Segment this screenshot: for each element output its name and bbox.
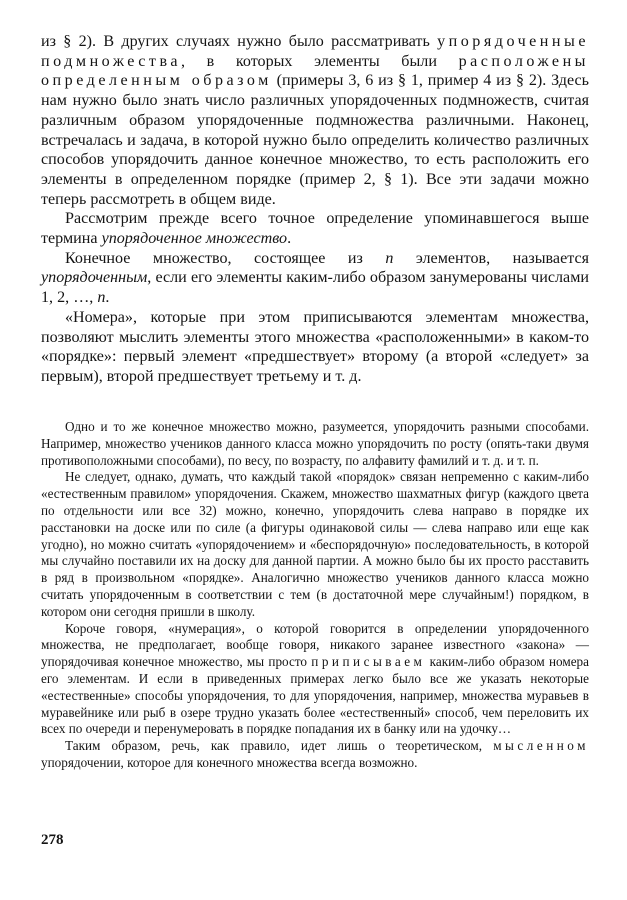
main-text (41, 32, 589, 387)
spaced-term: приписываем (311, 654, 426, 670)
text-run: Рассмотрим прежде всего точное определение упоминавшегося выше термина (41, 210, 589, 248)
italic-term: n (385, 249, 394, 267)
paragraph-1 (41, 32, 589, 209)
small-paragraph-2: Не следует, однако, думать, что каждый такой «порядок» связан непременно с каким-либо «естественным правилом» упорядочения. Скажем, множество шахматных фигур (каждого цвета по отдельности или все 32) можно, конечно, упорядочить слева направо в порядке их расстановки на доске или по силе (а фигуры одинаковой силы — слева направо или еще как угодно), но можно считать «упорядочением» и «беспорядочную» последовательность, в которой мы случайно поставили их на доску для данной партии. А можно было бы их просто расставить в ряд в произвольном «порядке». Аналогично множество учеников данного класса можно считать упорядоченным в соответствии с тем (в достаточной мере случайным!) порядком, в котором они сегодня пришли в школу. (41, 469, 589, 619)
text-run: Таким образом, речь, как правило, идет лишь о теоретическом, (65, 738, 494, 754)
italic-term: упорядоченное множество (101, 230, 288, 248)
text-run: Конечное множество, состоящее из (65, 249, 386, 267)
text-run: Короче говоря, «нумерация», о которой говорится в определении упорядоченного множества, не предполагает, вообще говоря, никакого заранее известного «закона» — упорядочивая конечное множество, мы просто (41, 620, 589, 670)
page-number: 278 (41, 832, 64, 848)
text-run: , в которых элементы были (181, 52, 459, 70)
text-run: элементов, называется (393, 249, 589, 267)
spaced-term: упорядоченные подмножества (41, 33, 589, 70)
paragraph-2 (41, 209, 589, 248)
italic-term: упорядоченным (41, 269, 148, 287)
text-run: упорядочении, которое для конечного множества всегда возможно. (41, 754, 418, 770)
small-print-section (41, 419, 589, 772)
text-run: , если его элементы каким-либо образом занумерованы числами 1, 2, …, (41, 269, 589, 307)
small-paragraph-4 (41, 738, 589, 772)
paragraph-4: «Номера», которые при этом приписываются элементам множества, позволяют мыслить элементы этого множества «расположенными» в каком-то «порядке»: первый элемент «предшествует» второму (а второй «следует» за первым), второй предшествует третьему и т. д. (41, 308, 589, 385)
text-run: каким-либо образом номера его элементам. И если в приведенных примерах легко было все же указать некоторые «естественные» способы упорядочения, то для упорядочения, например, множества муравьев в муравейнике или рыб в озере трудно указать более «естественный» способ, чем переловить их всех по очереди и перенумеровать в порядке попадания их в банку или на удочку… (41, 654, 590, 737)
text-run: (примеры 3, 6 из § 1, пример 4 из § 2). Здесь нам нужно было знать число различных упорядоченных подмножеств, считая различным образом упорядоченные подмножества различными. Наконец, встречалась и задача, в которой нужно было определить количество различных способов упорядочить данное конечное множество, то есть расположить его элементы в определенном порядке (пример 2, § 1). Все эти задачи можно теперь рассмотреть в общем виде. (41, 72, 589, 208)
text-run: из § 2). В других случаях нужно было рассматривать (41, 33, 438, 50)
spaced-term: расположены определенным образом (41, 52, 589, 90)
paragraph-definition (41, 249, 589, 308)
spaced-term: мысленном (493, 738, 589, 754)
small-paragraph-1: Одно и то же конечное множество можно, разумеется, упорядочить разными способами. Например, множество учеников данного класса можно упорядочить по росту (опять-таки двумя противоположными способами), по весу, по возрасту, по алфавиту фамилий и т. д. и т. п. (41, 419, 589, 468)
italic-term: n (97, 289, 106, 307)
text-run: . (105, 289, 110, 307)
small-paragraph-3 (41, 621, 589, 739)
text-run: . (287, 230, 292, 248)
